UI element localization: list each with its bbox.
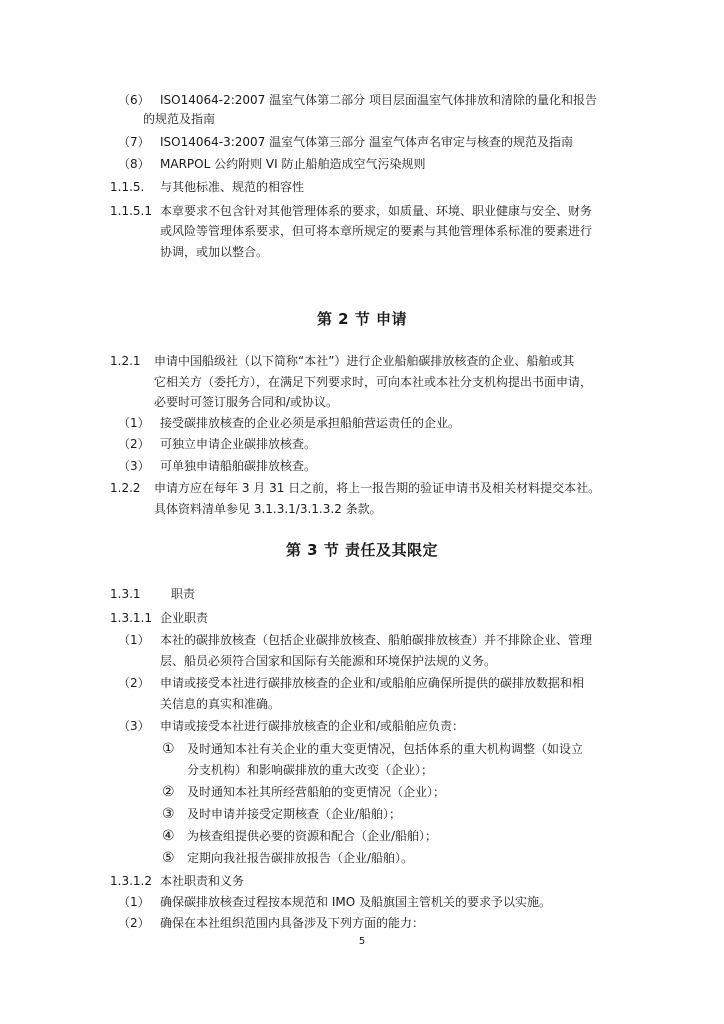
sub-item: 及时通知本社其所经营船舶的变更情况（企业）； (187, 785, 446, 799)
list-marker: （1） (118, 633, 150, 647)
list-item: 关信息的真实和准确。 (160, 697, 281, 711)
list-item: 申请或接受本社进行碳排放核查的企业和/或船舶应确保所提供的碳排放数据和相 (160, 676, 585, 690)
list-marker: （3） (118, 459, 150, 473)
clause-number: 1.2.1 (110, 354, 141, 368)
ref-marker: （6） (118, 93, 150, 107)
ref-marker: （7） (118, 135, 150, 149)
list-marker: （3） (118, 719, 150, 733)
circled-marker: ⑤ (162, 850, 175, 866)
list-marker: （1） (118, 416, 150, 430)
sub-item: 及时通知本社有关企业的重大变更情况，包括体系的重大机构调整（如设立 (187, 742, 584, 756)
list-item: 接受碳排放核查的企业必须是承担船舶营运责任的企业。 (160, 416, 461, 430)
clause-number: 1.2.2 (110, 481, 141, 495)
list-item: 可单独申请船舶碳排放核查。 (160, 459, 317, 473)
list-item: 可独立申请企业碳排放核查。 (160, 437, 317, 451)
list-item: 申请或接受本社进行碳排放核查的企业和/或船舶应负责： (160, 719, 465, 733)
clause-line: 本章要求不包含针对其他管理体系的要求，如质量、环境、职业健康与安全、财务 (160, 204, 593, 218)
clause-number: 1.1.5.1 (110, 204, 152, 218)
sub-item: 定期向我社报告碳排放报告（企业/船舶）。 (187, 851, 414, 865)
circled-marker: ① (162, 741, 175, 757)
ref-line: ISO14064-3:2007 温室气体第三部分 温室气体声名审定与核查的规范及指南 (160, 135, 573, 149)
ref-line: 的规范及指南 (143, 112, 216, 126)
clause-number: 1.3.1.1 (110, 611, 152, 625)
clause-line: 必要时可签订服务合同和/或协议。 (154, 395, 339, 409)
list-marker: （2） (118, 676, 150, 690)
clause-number: 1.1.5. (110, 180, 145, 194)
clause-number: 1.3.1 (110, 587, 141, 601)
list-marker: （2） (118, 437, 150, 451)
section-heading: 第 3 节 责任及其限定 (285, 541, 439, 559)
clause-line: 或风险等管理体系要求，但可将本章所规定的要素与其他管理体系标准的要素进行 (160, 224, 593, 238)
list-marker: （2） (118, 916, 150, 930)
sub-item: 分支机构）和影响碳排放的重大改变（企业）； (187, 763, 434, 777)
list-item: 层、船员必须符合国家和国际有关能源和环境保护法规的义务。 (160, 654, 497, 668)
page-number: 5 (358, 936, 366, 947)
clause-line: 申请方应在每年 3 月 31 日之前，将上一报告期的验证申请书及相关材料提交本社。 (154, 481, 601, 495)
clause-line: 协调，或加以整合。 (160, 245, 269, 259)
clause-number: 1.3.1.2 (110, 874, 152, 888)
sub-item: 及时申请并接受定期核查（企业/船舶）； (187, 807, 402, 821)
clause-line: 申请中国船级社（以下简称“本社”）进行企业船舶碳排放核查的企业、船舶或其 (154, 354, 575, 368)
list-item: 确保碳排放核查过程按本规范和 IMO 及船旗国主管机关的要求予以实施。 (160, 895, 551, 909)
circled-marker: ② (162, 784, 175, 800)
clause-line: 具体资料清单参见 3.1.3.1/3.1.3.2 条款。 (154, 502, 382, 516)
ref-line: MARPOL 公约附则 VI 防止船舶造成空气污染规则 (160, 157, 426, 171)
clause-title: 本社职责和义务 (160, 874, 245, 888)
list-item: 确保在本社组织范围内具备涉及下列方面的能力： (160, 916, 425, 930)
list-marker: （1） (118, 895, 150, 909)
ref-marker: （8） (118, 157, 150, 171)
section-heading: 第 2 节 申请 (316, 310, 408, 328)
clause-title: 与其他标准、规范的相容性 (160, 180, 305, 194)
circled-marker: ③ (162, 806, 175, 822)
list-item: 本社的碳排放核查（包括企业碳排放核查、船舶碳排放核查）并不排除企业、管理 (160, 633, 593, 647)
sub-item: 为核查组提供必要的资源和配合（企业/船舶）； (187, 829, 438, 843)
circled-marker: ④ (162, 828, 175, 844)
clause-title: 职责 (171, 587, 196, 601)
clause-title: 企业职责 (160, 611, 209, 625)
ref-line: ISO14064-2:2007 温室气体第二部分 项目层面温室气体排放和清除的量化和报告 (160, 93, 597, 107)
clause-line: 它相关方（委托方），在满足下列要求时，可向本社或本社分支机构提出书面申请， (154, 375, 593, 389)
